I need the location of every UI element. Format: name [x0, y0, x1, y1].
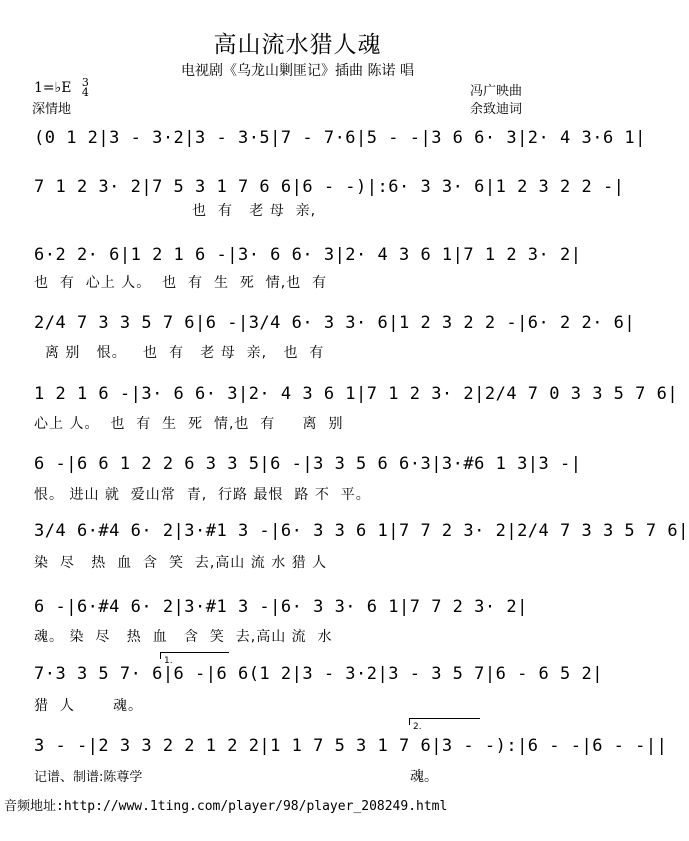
second-ending-marker: 2. — [409, 714, 418, 733]
time-signature-bottom: 4 — [81, 86, 89, 99]
composer-credit: 冯广映曲 — [470, 84, 523, 99]
staff-notes: 2/4 7 3 3 5 7 6|6 -|3/4 6· 3 3· 6|1 2 3 2 2 -|6· 2 2· 6| — [34, 313, 636, 333]
staff-notes: 6 -|6·#4 6· 2|3·#1 3 -|6· 3 3· 6 1|7 7 2 3· 2| — [34, 597, 528, 617]
staff-lyrics: 猎 人 魂。 — [34, 698, 144, 714]
time-signature — [82, 78, 89, 98]
staff-lyrics: 也 有 老 母 亲, — [34, 203, 317, 219]
song-subtitle: 电视剧《乌龙山剿匪记》插曲 陈诺 唱 — [181, 63, 414, 79]
staff-notes: 3/4 6·#4 6· 2|3·#1 3 -|6· 3 3 6 1|7 7 2 3· 2|2/4 7 3 3 5 7 6| — [34, 521, 689, 541]
staff-notes: (0 1 2|3 - 3·2|3 - 3·5|7 - 7·6|5 - -|3 6 6· 3|2· 4 3·6 1| — [34, 128, 646, 148]
key-signature — [34, 78, 89, 98]
first-ending-marker: 1. — [160, 648, 169, 667]
staff-notes: 1 2 1 6 -|3· 6 6· 3|2· 4 3 6 1|7 1 2 3· 2|2/4 7 0 3 3 5 7 6| — [34, 384, 679, 404]
staff-notes: 7·3 3 5 7· 6|6 -|6 6(1 2|3 - 3·2|3 - 3 5 7|6 - 6 5 2| — [34, 664, 603, 684]
staff-notes: 3 - -|2 3 3 2 2 1 2 2|1 1 7 5 3 1 7 6|3 - -):|6 - -|6 - -|| — [34, 736, 668, 756]
audio-link[interactable]: 音频地址:http://www.1ting.com/player/98/player_208249.html — [4, 799, 448, 814]
staff-lyrics: 染 尽 热 血 含 笑 去,高山 流 水 猎 人 — [34, 555, 328, 571]
staff-lyrics: 心上 人。 也 有 生 死 情,也 有 离 别 — [34, 416, 344, 432]
transcription-credit: 记谱、制谱:陈尊学 — [34, 770, 143, 785]
staff-lyrics: 恨。 进山 就 爱山常 青, 行路 最恨 路 不 平。 — [34, 487, 371, 503]
page-title: 高山流水猎人魂 — [213, 32, 382, 58]
staff-notes: 6·2 2· 6|1 2 1 6 -|3· 6 6· 3|2· 4 3 6 1|7 1 2 3· 2| — [34, 245, 582, 265]
key-label: 1=♭E — [34, 80, 72, 96]
tempo-marking: 深情地 — [32, 102, 72, 117]
ending-lyric: 魂。 — [410, 769, 438, 785]
staff-notes: 6 -|6 6 1 2 2 6 3 3 5|6 -|3 3 5 6 6·3|3·#6 1 3|3 -| — [34, 454, 582, 474]
staff-lyrics: 离 别 恨。 也 有 老 母 亲, 也 有 — [34, 345, 325, 361]
staff-notes: 7 1 2 3· 2|7 5 3 1 7 6 6|6 - -)|:6· 3 3· 6|1 2 3 2 2 -| — [34, 177, 625, 197]
time-signature-top: 3 — [81, 76, 89, 89]
staff-lyrics: 魂。 染 尽 热 血 含 笑 去,高山 流 水 — [34, 629, 333, 645]
staff-lyrics: 也 有 心上 人。 也 有 生 死 情,也 有 — [34, 275, 328, 291]
lyricist-credit: 余致迪词 — [470, 102, 523, 117]
